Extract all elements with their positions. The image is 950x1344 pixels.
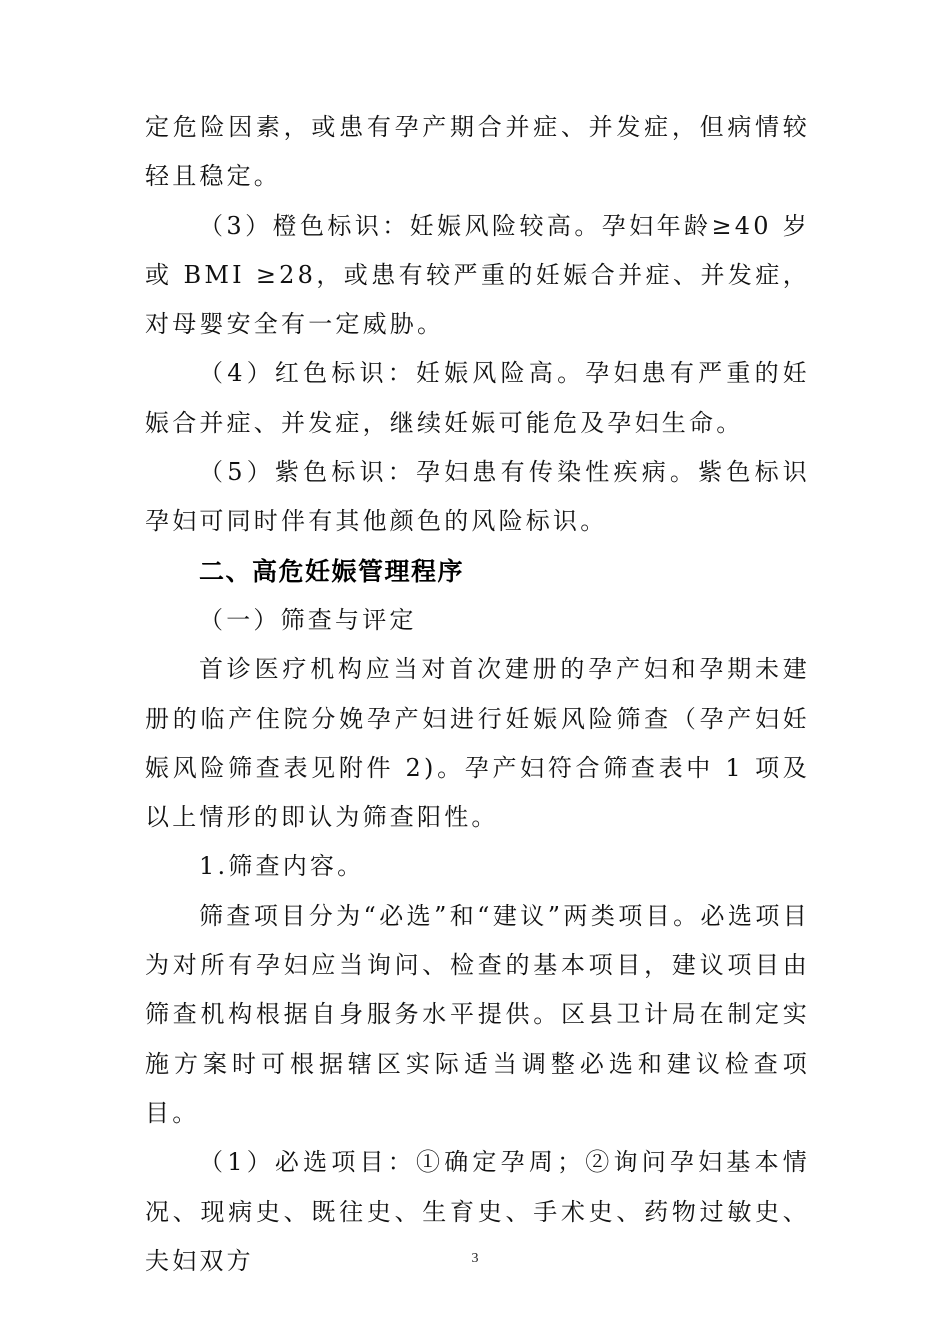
paragraph-orange-marker: （3）橙色标识：妊娠风险较高。孕妇年龄≥40 岁或 BMI ≥28，或患有较严重的妊娠合并症、并发症，对母婴安全有一定威胁。 [145,211,810,339]
page-number: 3 [471,1251,479,1266]
subsection-heading: （一）筛查与评定 [199,605,417,634]
document-body [145,103,810,1286]
paragraph-screening-items: 筛查项目分为“必选”和“建议”两类项目。必选项目为对所有孕妇应当询问、检查的基本项目，建议项目由筛查机构根据自身服务水平提供。区县卫计局在制定实施方案时可根据辖区实际适当调整必选和建议检查项目。 [145,901,810,1127]
paragraph-screening-intro: 首诊医疗机构应当对首次建册的孕产妇和孕期未建册的临产住院分娩孕产妇进行妊娠风险筛查（孕产妇妊娠风险筛查表见附件 2)。孕产妇符合筛查表中 1 项及以上情形的即认为筛查阳性。 [145,655,810,832]
paragraph-continuation: 定危险因素，或患有孕产期合并症、并发症，但病情较轻且稳定。 [145,113,810,191]
paragraph-required-items: （1）必选项目：①确定孕周；②询问孕妇基本情况、现病史、既往史、生育史、手术史、药物过敏史、夫妇双方 [145,1148,810,1275]
paragraph-red-marker: （4）红色标识：妊娠风险高。孕妇患有严重的妊娠合并症、并发症，继续妊娠可能危及孕妇生命。 [145,359,810,437]
section-heading: 二、高危妊娠管理程序 [199,556,465,586]
numbered-heading: 1.筛查内容。 [199,852,365,881]
paragraph-purple-marker: （5）紫色标识：孕妇患有传染性疾病。紫色标识孕妇可同时伴有其他颜色的风险标识。 [145,458,810,536]
